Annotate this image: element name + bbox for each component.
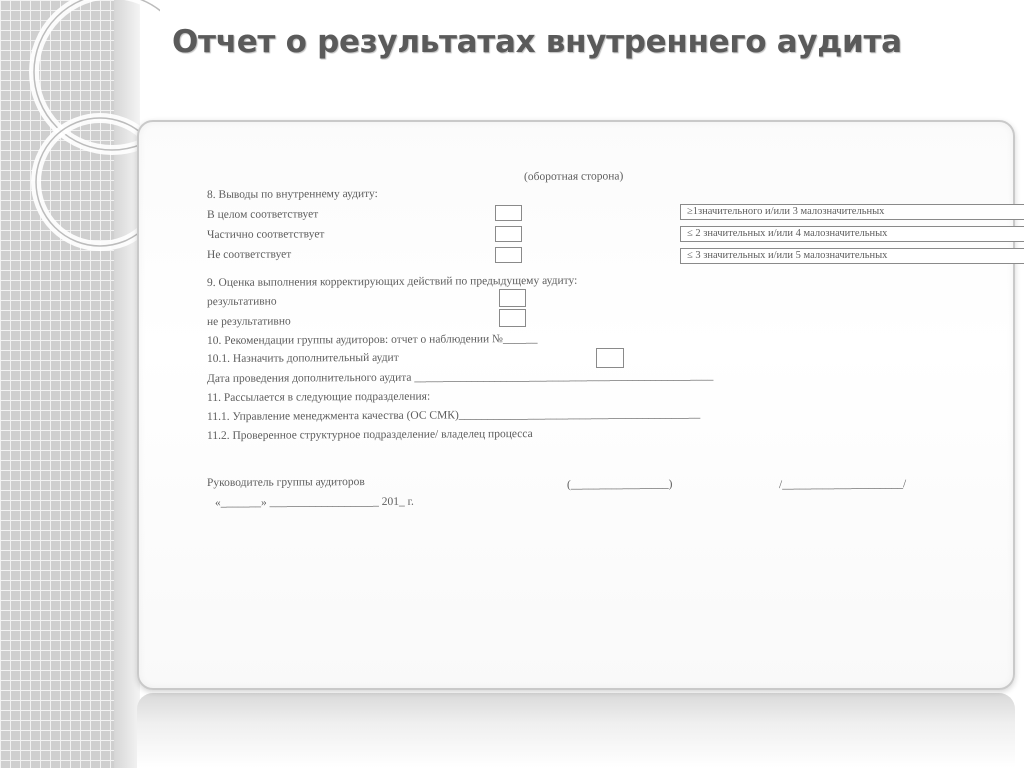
section10-line: 10. Рекомендации группы аудиторов: отчет о наблюдении №______ xyxy=(206,332,538,347)
section9-checkbox[interactable] xyxy=(499,289,526,307)
section8-checkbox[interactable] xyxy=(495,247,522,263)
section11-heading: 11. Рассылается в следующие подразделения: xyxy=(206,390,431,404)
section8-checkbox[interactable] xyxy=(495,226,522,242)
section8-checkbox[interactable] xyxy=(495,205,522,221)
scanned-document xyxy=(137,120,1015,690)
section9-heading: 9. Оценка выполнения корректирующих действий по предыдущему аудиту: xyxy=(206,274,578,289)
section9-checkbox[interactable] xyxy=(499,309,526,327)
slide-title: Отчет о результатах внутреннего аудита xyxy=(172,24,902,60)
document-reflection xyxy=(137,693,1015,768)
signature-name-field: (_________________) xyxy=(566,478,673,491)
section8-option-label: Частично соответствует xyxy=(206,228,325,241)
additional-audit-checkbox[interactable] xyxy=(596,348,624,368)
section9-option-label: результативно xyxy=(206,295,277,308)
section8-criteria: ≤ 2 значительных и/или 4 малозначительных xyxy=(680,226,1024,242)
doc-side-label: (оборотная сторона) xyxy=(523,170,624,183)
section8-option-label: Не соответствует xyxy=(206,248,292,261)
signature-date-line: «_______» ___________________ 201_ г. xyxy=(214,495,414,509)
decorative-circles xyxy=(0,0,160,300)
section11-sub2: 11.2. Проверенное структурное подразделение/ владелец процесса xyxy=(206,428,533,442)
section9-option-label: не результативно xyxy=(206,315,291,328)
section8-option-label: В целом соответствует xyxy=(206,208,319,221)
section10-sub: 10.1. Назначить дополнительный аудит xyxy=(206,351,399,365)
signature-sign-field: /_____________________/ xyxy=(778,478,907,491)
section11-sub1: 11.1. Управление менеджмента качества (ОС СМК)__________________________________________ xyxy=(206,407,701,423)
section8-criteria: ≤ 3 значительных и/или 5 малозначительных xyxy=(680,248,1024,264)
section8-heading: 8. Выводы по внутреннему аудиту: xyxy=(206,187,378,201)
additional-audit-date: Дата проведения дополнительного аудита ____________________________________________________ xyxy=(206,369,714,385)
signature-role: Руководитель группы аудиторов xyxy=(206,476,365,489)
section8-criteria: ≥1значительного и/или 3 малозначительных xyxy=(680,204,1024,220)
